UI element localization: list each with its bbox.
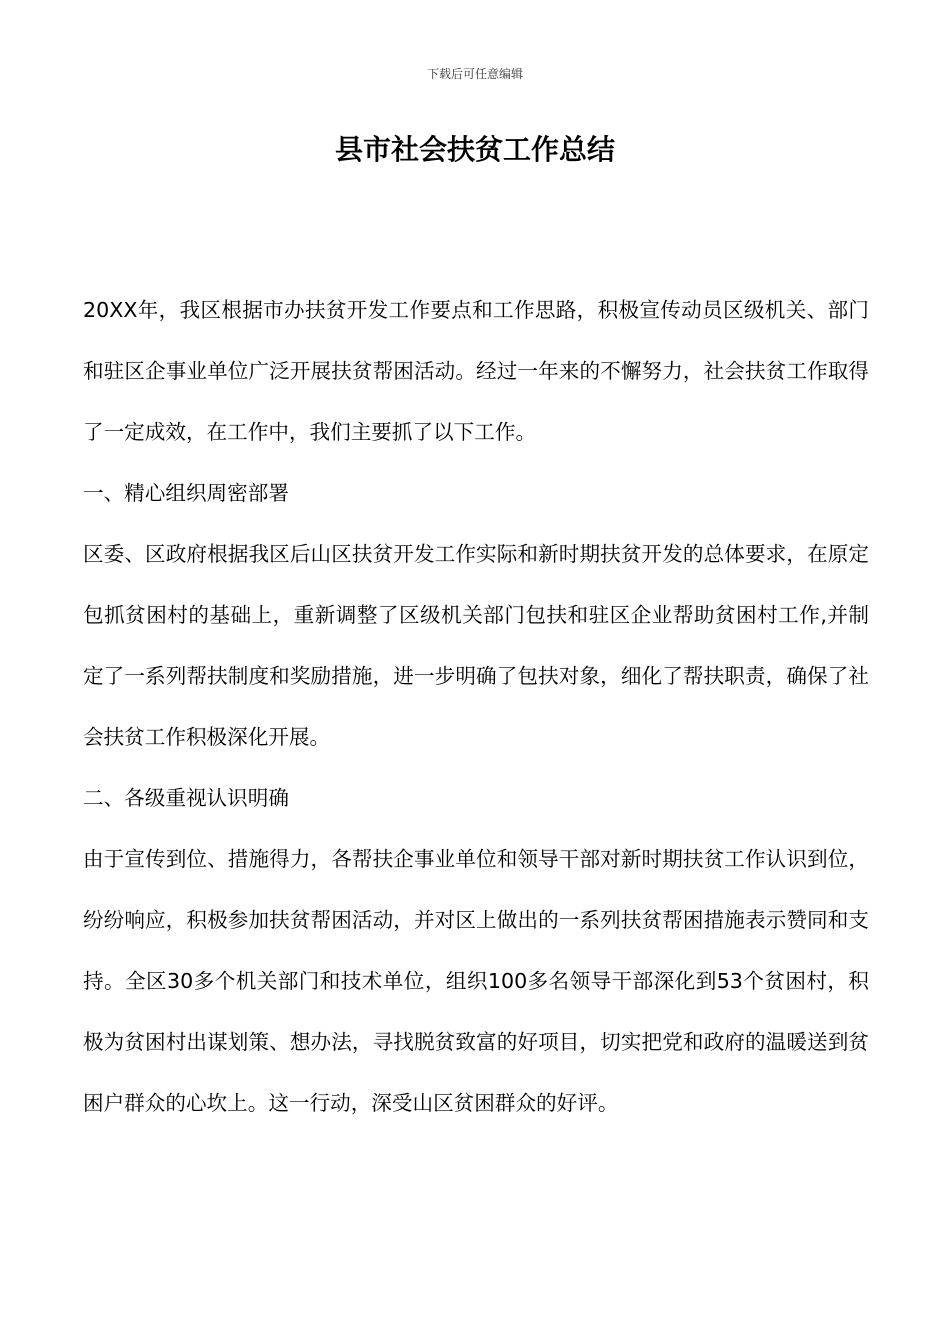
section-paragraph-2: 由于宣传到位、措施得力，各帮扶企事业单位和领导干部对新时期扶贫工作认识到位，纷纷响应，积极参加扶贫帮困活动，并对区上做出的一系列扶贫帮困措施表示赞同和支持。全区30多个机关部门和技术单位，组织100多名领导干部深化到53个贫困村，积极为贫困村出谋划策、想办法，寻找脱贫致富的好项目，切实把党和政府的温暖送到贫困户群众的心坎上。这一行动，深受山区贫困群众的好评。 (83, 847, 869, 1115)
document-body (83, 280, 869, 1134)
section-heading-1: 一、精心组织周密部署 (83, 481, 289, 505)
header-note: 下载后可任意编辑 (426, 67, 523, 81)
document-title: 县市社会扶贫工作总结 (334, 133, 615, 166)
section-paragraph-1: 区委、区政府根据我区后山区扶贫开发工作实际和新时期扶贫开发的总体要求，在原定包抓贫困村的基础上，重新调整了区级机关部门包扶和驻区企业帮助贫困村工作,并制定了一系列帮扶制度和奖励措施，进一步明确了包扶对象，细化了帮扶职责，确保了社会扶贫工作积极深化开展。 (83, 542, 869, 749)
intro-paragraph: 20XX年，我区根据市办扶贫开发工作要点和工作思路，积极宣传动员区级机关、部门和驻区企事业单位广泛开展扶贫帮困活动。经过一年来的不懈努力，社会扶贫工作取得了一定成效，在工作中，我们主要抓了以下工作。 (83, 298, 869, 444)
section-heading-2: 二、各级重视认识明确 (83, 786, 289, 810)
